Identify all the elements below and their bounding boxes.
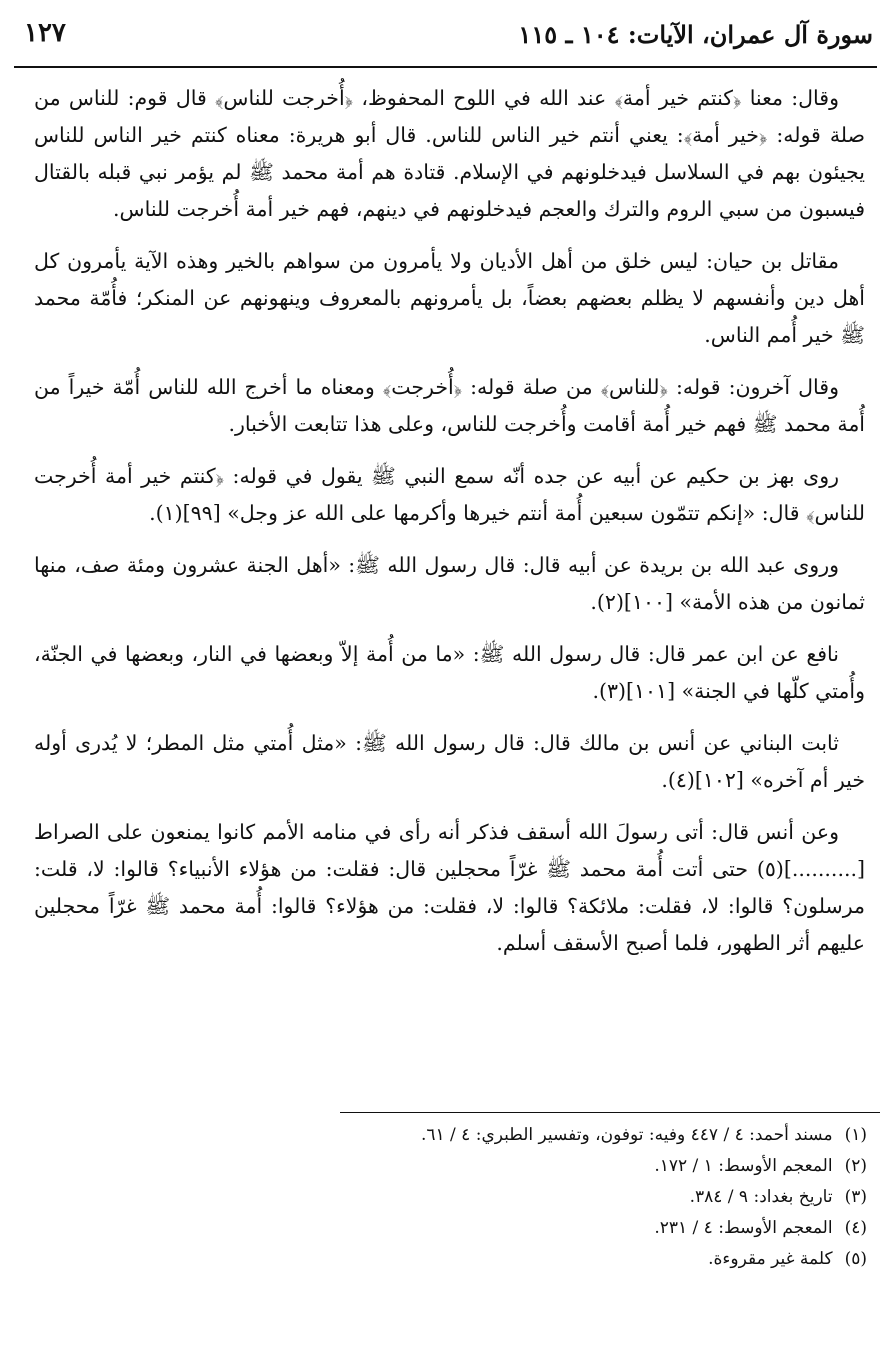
page-header [14,14,877,68]
footnote-text: كلمة غير مقروءة. [708,1249,833,1269]
paragraph: وقال: معنا ﴿كنتم خير أمة﴾ عند الله في اللوح المحفوظ، ﴿أُخرجت للناس﴾ قال قوم: للناس من صلة قوله: ﴿خير أمة﴾: يعني أنتم خير الناس للناس. قال أبو هريرة: معناه كنتم خير الناس للناس يجيئون بهم في السلاسل فيدخلونهم في الإسلام. قتادة هم أمة محمد ﷺ لم يؤمر نبي قبله بالقتال فيسبون من سبي الروم والترك والعجم فيدخلونهم في دينهم، فهم خير أمة أُخرجت للناس. [34,86,865,221]
footnotes [60,1120,867,1275]
paragraph: نافع عن ابن عمر قال: قال رسول الله ﷺ: «ما من أُمة إلاّ وبعضها في النار، وبعضها في الجنّة، وأُمتي كلّها في الجنة» [١٠١](٣). [34,642,865,703]
footnote-text: مسند أحمد: ٤ / ٤٤٧ وفيه: توفون، وتفسير الطبري: ٤ / ٦١. [420,1125,833,1145]
paragraph: ثابت البناني عن أنس بن مالك قال: قال رسول الله ﷺ: «مثل أُمتي مثل المطر؛ لا يُدرى أوله خير أم آخره» [١٠٢](٤). [34,731,865,792]
paragraph: وعن أنس قال: أتى رسولَ الله أسقف فذكر أنه رأى في منامه الأمم كانوا يمنعون على الصراط [..........](٥) حتى أتت أُمة محمد ﷺ غرّاً محجلين قال: فقلت: من هؤلاء الأنبياء؟ قالوا: لا، قلت: مرسلون؟ قالوا: لا، فقلت: ملائكة؟ قالوا: لا، فقلت: من هؤلاء؟ قالوا: أُمة محمد ﷺ غرّاً محجلين عليهم أثر الطهور، فلما أصبح الأسقف أسلم. [34,820,865,955]
running-title: سورة آل عمران، الآيات: ١٠٤ ـ ١١٥ [518,20,873,49]
main-text [34,80,865,977]
footnote [60,1182,867,1213]
footnote-number: (٥) [844,1249,867,1269]
paragraph: روى بهز بن حكيم عن أبيه عن جده أنّه سمع النبي ﷺ يقول في قوله: ﴿كنتم خير أمة أُخرجت للناس﴾ قال: «إنكم تتمّون سبعين أُمة أنتم خيرها وأكرمها على الله عز وجل» [٩٩](١). [34,464,865,525]
page-number: ١٢٧ [24,18,66,48]
paragraph: مقاتل بن حيان: ليس خلق من أهل الأديان ولا يأمرون من سواهم بالخير وهذه الآية يأمرون كل أهل دين وأنفسهم لا يظلم بعضهم بعضاً، بل يأمرونهم بالمعروف وينهونهم عن المنكر؛ فأُمّة محمد ﷺ خير أُمم الناس. [34,249,865,347]
footnote [60,1213,867,1244]
paragraph: وروى عبد الله بن بريدة عن أبيه قال: قال رسول الله ﷺ: «أهل الجنة عشرون ومئة صف، منها ثمانون من هذه الأمة» [١٠٠](٢). [34,553,865,614]
footnote-separator [340,1112,880,1113]
footnote-text: المعجم الأوسط: ٤ / ٢٣١. [654,1218,833,1238]
footnote-number: (٢) [844,1156,867,1176]
footnote-number: (٤) [844,1218,867,1238]
footnote [60,1120,867,1151]
footnote-text: المعجم الأوسط: ١ / ١٧٢. [654,1156,833,1176]
paragraph: وقال آخرون: قوله: ﴿للناس﴾ من صلة قوله: ﴿أُخرجت﴾ ومعناه ما أخرج الله للناس أُمّة خيراً من أُمة محمد ﷺ فهم خير أُمة أقامت وأُخرجت للناس، وعلى هذا تتابعت الأخبار. [34,375,865,436]
footnote [60,1151,867,1182]
footnote-text: تاريخ بغداد: ٩ / ٣٨٤. [689,1187,833,1207]
footnote [60,1244,867,1275]
footnote-number: (١) [844,1125,867,1145]
footnote-number: (٣) [844,1187,867,1207]
